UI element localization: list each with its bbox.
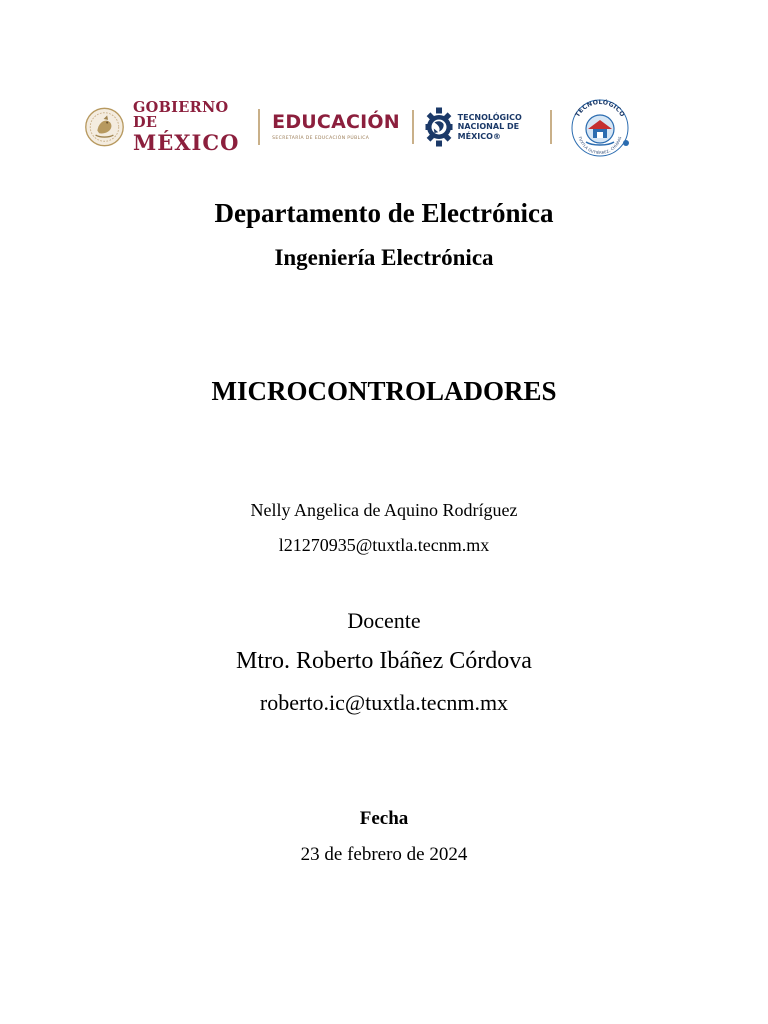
date-label: Fecha	[359, 808, 409, 829]
tecnm-gear-icon	[424, 99, 454, 155]
tecnm-line-1: TECNOLÓGICO	[457, 113, 522, 123]
educacion-subtitle: SECRETARÍA DE EDUCACIÓN PÚBLICA	[272, 136, 370, 141]
teacher-email: roberto.ic@tuxtla.tecnm.mx	[259, 690, 509, 715]
gobierno-de-mexico-logo	[84, 101, 244, 153]
student-email: l21270935@tuxtla.tecnm.mx	[278, 535, 490, 555]
logo-divider	[550, 110, 552, 144]
mexico-coat-of-arms-icon	[84, 104, 125, 150]
gobierno-line-2: MÉXICO	[132, 130, 240, 155]
department-title: Departamento de Electrónica	[214, 198, 554, 228]
date-value: 23 de febrero de 2024	[300, 844, 468, 865]
svg-text:TECNOLÓGICO: TECNOLÓGICO	[574, 98, 626, 119]
educacion-title: EDUCACIÓN	[272, 111, 400, 133]
student-name: Nelly Angelica de Aquino Rodríguez	[250, 500, 518, 520]
educacion-logo	[272, 113, 400, 141]
gobierno-wordmark	[133, 101, 244, 153]
gobierno-line-1: GOBIERNO DE	[132, 99, 229, 131]
logo-divider	[412, 110, 414, 144]
tecnm-logo	[424, 99, 539, 155]
svg-text:TUXTLA GUTIÉRREZ, CHIAPAS: TUXTLA GUTIÉRREZ, CHIAPAS	[577, 136, 623, 156]
logo-divider	[258, 109, 260, 145]
career-title: Ingeniería Electrónica	[274, 245, 494, 270]
ittg-seal-icon	[566, 96, 634, 158]
teacher-label: Docente	[347, 608, 421, 633]
ittg-logo	[566, 96, 634, 158]
institutional-logo-strip	[84, 96, 634, 158]
tecnm-line-2: NACIONAL DE MÉXICO®	[457, 122, 520, 141]
subject-title: MICROCONTROLADORES	[211, 376, 557, 406]
tecnm-wordmark	[458, 113, 539, 141]
teacher-name: Mtro. Roberto Ibáñez Córdova	[236, 648, 532, 674]
